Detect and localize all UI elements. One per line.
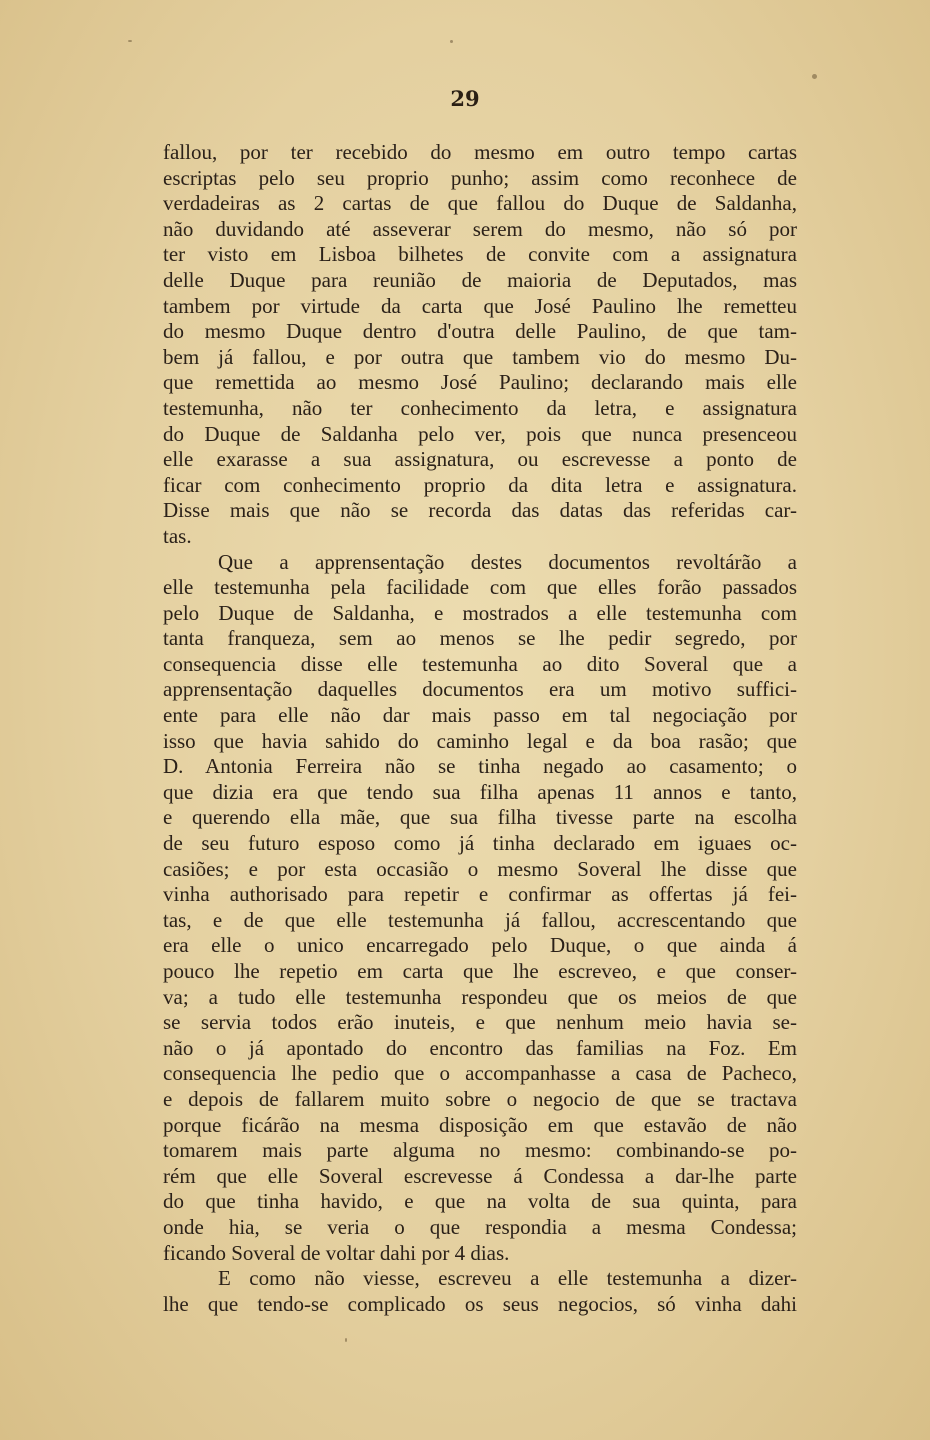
text-line: tambem por virtude da carta que José Paulino lhe remetteu (163, 293, 797, 318)
text-line: E como não viesse, escreveu a elle testemunha a dizer- (218, 1266, 797, 1291)
text-line: não duvidando até asseverar serem do mesmo, não só por (163, 216, 797, 241)
text-line: casiões; e por esta occasião o mesmo Soveral lhe disse que (163, 856, 797, 881)
page-number: 29 (450, 86, 480, 111)
text-line: fallou, por ter recebido do mesmo em outro tempo cartas (163, 140, 797, 164)
text-line: ente para elle não dar mais passo em tal negociação por (163, 703, 797, 728)
text-line: verdadeiras as 2 cartas de que fallou do Duque de Saldanha, (163, 191, 797, 216)
text-line: e querendo ella mãe, que sua filha tivesse parte na escolha (163, 805, 797, 830)
text-line: tanta franqueza, sem ao menos se lhe pedir segredo, por (163, 626, 797, 651)
text-line: Que a apprensentação destes documentos revoltárão a (218, 549, 797, 574)
text-line: delle Duque para reunião de maioria de Deputados, mas (163, 267, 797, 292)
text-line: porque ficárão na mesma disposição em que estavão de não (163, 1112, 797, 1137)
text-line: ter visto em Lisboa bilhetes de convite com a assignatura (163, 242, 797, 267)
text-line: de seu futuro esposo como já tinha declarado em iguaes oc- (163, 831, 797, 856)
text-line: lhe que tendo-se complicado os seus negocios, só vinha dahi (163, 1291, 797, 1316)
text-line: que remettida ao mesmo José Paulino; declarando mais elle (163, 370, 797, 395)
text-line: bem já fallou, e por outra que tambem vio do mesmo Du- (163, 344, 797, 369)
paper-speck (345, 1338, 347, 1342)
paper-speck (128, 40, 132, 42)
text-line: tas, e de que elle testemunha já fallou, accrescentando que (163, 907, 797, 932)
text-line: Disse mais que não se recorda das datas das referidas car- (163, 498, 797, 523)
text-line: elle testemunha pela facilidade com que elles forão passados (163, 575, 797, 600)
paper-speck (812, 74, 817, 79)
text-line: do que tinha havido, e que na volta de sua quinta, para (163, 1189, 797, 1214)
body-text (163, 140, 797, 1317)
text-line: apprensentação daquelles documentos era um motivo suffici- (163, 677, 797, 702)
text-line: era elle o unico encarregado pelo Duque, o que ainda á (163, 933, 797, 958)
text-line: pelo Duque de Saldanha, e mostrados a elle testemunha com (163, 600, 797, 625)
text-line: escriptas pelo seu proprio punho; assim como reconhece de (163, 165, 797, 190)
text-line: se servia todos erão inuteis, e que nenhum meio havia se- (163, 1010, 797, 1035)
text-line: tomarem mais parte alguma no mesmo: combinando-se po- (163, 1138, 797, 1163)
text-line: tas. (163, 523, 192, 548)
text-line: não o já apontado do encontro das familias na Foz. Em (163, 1035, 797, 1060)
text-line: D. Antonia Ferreira não se tinha negado ao casamento; o (163, 754, 797, 779)
text-line: pouco lhe repetio em carta que lhe escreveo, e que conser- (163, 959, 797, 983)
text-line: que dizia era que tendo sua filha apenas 11 annos e tanto, (163, 779, 797, 804)
text-line: testemunha, não ter conhecimento da letra, e assignatura (163, 395, 797, 420)
text-line: isso que havia sahido do caminho legal e da boa rasão; que (163, 728, 797, 753)
text-line: ficando Soveral de voltar dahi por 4 dias. (163, 1240, 510, 1265)
text-line: do Duque de Saldanha pelo ver, pois que nunca presenceou (163, 421, 797, 446)
text-line: onde hia, se veria o que respondia a mesma Condessa; (163, 1214, 797, 1239)
text-line: ficar com conhecimento proprio da dita letra e assignatura. (163, 472, 797, 497)
text-line: consequencia lhe pedio que o accompanhasse a casa de Pacheco, (163, 1061, 797, 1086)
text-line: vinha authorisado para repetir e confirmar as offertas já fei- (163, 882, 797, 907)
text-line: e depois de fallarem muito sobre o negocio de que se tractava (163, 1086, 797, 1111)
text-line: do mesmo Duque dentro d'outra delle Paulino, de que tam- (163, 319, 797, 344)
text-line: rém que elle Soveral escrevesse á Condessa a dar-lhe parte (163, 1163, 797, 1188)
text-line: va; a tudo elle testemunha respondeu que os meios de que (163, 984, 797, 1009)
text-line: consequencia disse elle testemunha ao dito Soveral que a (163, 651, 797, 676)
text-line: elle exarasse a sua assignatura, ou escrevesse a ponto de (163, 447, 797, 472)
paper-speck (450, 40, 453, 43)
